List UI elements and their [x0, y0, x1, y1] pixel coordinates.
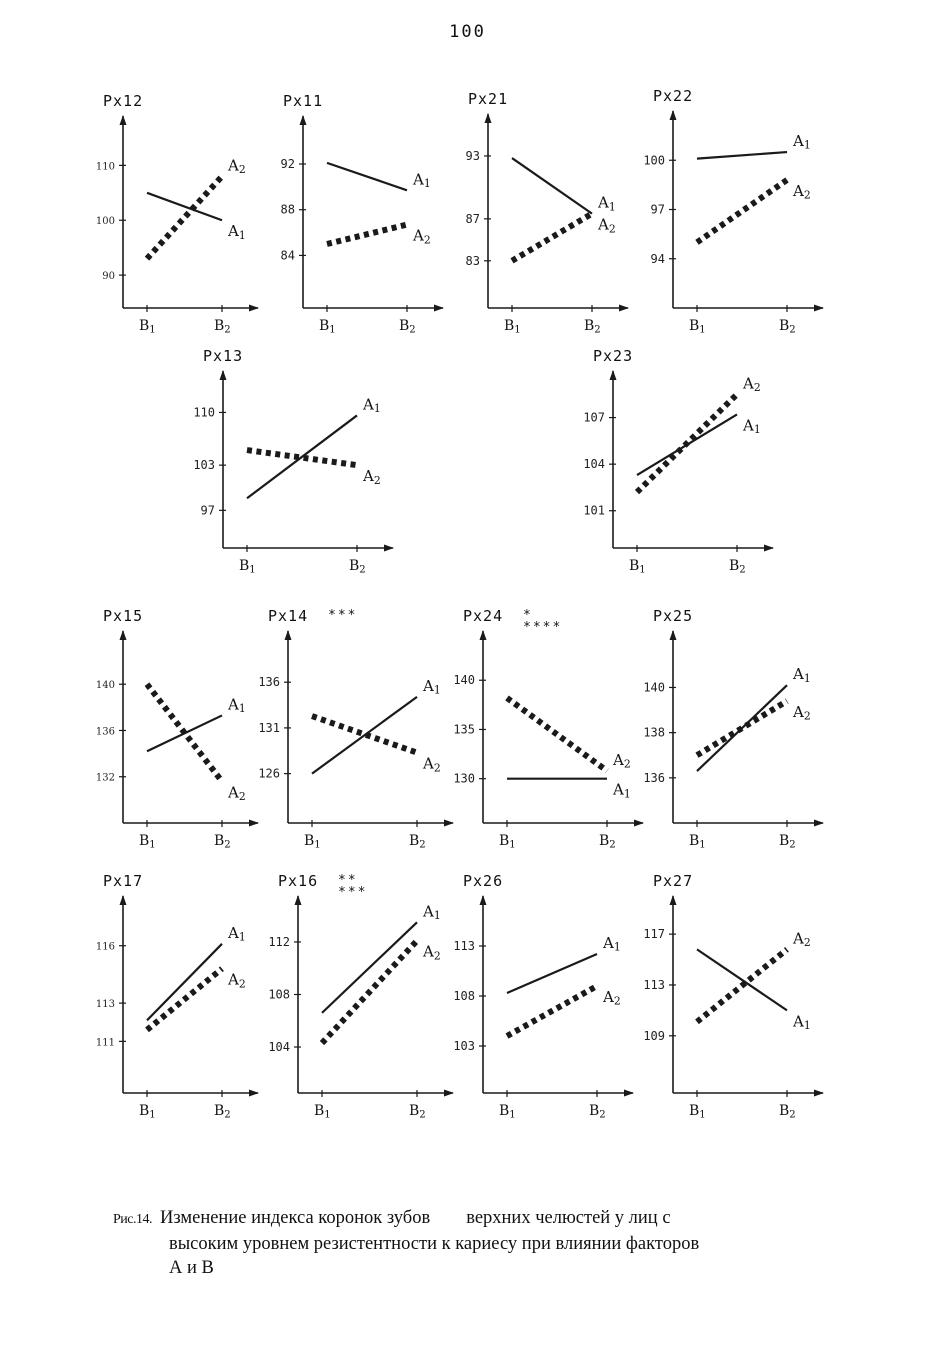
px17-x-tick-label-b1: B1 — [139, 1103, 156, 1121]
px15-title: Px15 — [103, 607, 144, 625]
chart-px27 — [645, 870, 835, 1135]
px13-y-arrow — [220, 370, 227, 380]
px13-y-tick-label: 97 — [200, 503, 215, 518]
px12-x-tick-label-b1: B1 — [139, 318, 156, 336]
px27-y-arrow — [670, 895, 677, 905]
px17-series-a2-line — [147, 969, 222, 1030]
px12-x-arrow — [249, 305, 259, 312]
px25-x-tick-label-b2: B2 — [779, 833, 796, 851]
px26-y-tick-label: 103 — [453, 1039, 475, 1053]
px17-y-tick-label: 116 — [95, 941, 115, 953]
caption-line3: А и В — [169, 1258, 214, 1278]
px26-x-tick-label-b1: B1 — [499, 1103, 516, 1121]
px27-y-tick-label: 117 — [643, 927, 665, 942]
px14-series-a1-line — [312, 697, 417, 774]
px21-x-tick-label-b2: B2 — [584, 318, 601, 336]
px27-x-tick-label-b2: B2 — [779, 1103, 796, 1121]
px13-label-a1: A1 — [363, 395, 381, 416]
px22-y-tick-label: 100 — [643, 153, 665, 168]
px22-label-a1: A1 — [793, 132, 811, 152]
px15-label-a1: A1 — [228, 695, 246, 716]
px12-series-a2-line — [147, 176, 222, 258]
chart-px12 — [95, 90, 270, 350]
px25-x-tick-label-b1: B1 — [689, 833, 706, 851]
px25-x-arrow — [814, 820, 824, 827]
px16-significance-mark: ** — [338, 873, 358, 888]
px16-y-tick-label: 104 — [268, 1040, 290, 1055]
px22-series-a1-line — [697, 152, 787, 159]
px23-y-tick-label: 101 — [583, 503, 605, 518]
caption-line1-b: верхних челюстей у лиц с — [466, 1208, 671, 1228]
px24-label-a2: A2 — [613, 750, 631, 771]
px14-label-a2: A2 — [423, 754, 441, 775]
px14-x-tick-label-b2: B2 — [409, 833, 426, 851]
px23-series-a2-line — [637, 394, 737, 492]
px24-y-arrow — [480, 630, 487, 640]
px14-significance-mark: *** — [328, 608, 358, 623]
px16-label-a2: A2 — [423, 942, 441, 963]
px17-x-arrow — [249, 1090, 259, 1097]
px15-x-arrow — [249, 820, 259, 827]
px21-label-a1: A1 — [598, 193, 616, 214]
px26-series-a2-line — [507, 986, 597, 1036]
px12-y-arrow — [120, 115, 127, 125]
chart-px11 — [275, 90, 455, 350]
px26-x-arrow — [624, 1090, 634, 1097]
px24-series-a2-line — [507, 698, 607, 771]
px13-x-arrow — [384, 545, 394, 552]
px24-title: Px24 — [463, 607, 504, 625]
px26-label-a2: A2 — [603, 988, 621, 1008]
px22-x-arrow — [814, 305, 824, 312]
px25-y-tick-label: 140 — [643, 680, 665, 695]
px25-label-a2: A2 — [793, 703, 811, 723]
px27-label-a1: A1 — [793, 1012, 811, 1033]
px13-label-a2: A2 — [363, 467, 381, 487]
px12-series-a1-line — [147, 193, 222, 220]
px24-significance-mark: **** — [523, 620, 563, 635]
px25-y-arrow — [670, 630, 677, 640]
px24-significance-mark: * — [523, 608, 533, 623]
px25-title: Px25 — [653, 607, 694, 625]
px14-y-tick-label: 136 — [258, 675, 280, 690]
caption-line2: высоким уровнем резистентности к кариесу при влиянии факторов — [169, 1234, 700, 1254]
px26-x-tick-label-b2: B2 — [589, 1103, 606, 1121]
px11-title: Px11 — [283, 92, 324, 110]
px17-series-a1-line — [147, 944, 222, 1021]
px22-y-tick-label: 97 — [650, 202, 665, 217]
px26-y-tick-label: 113 — [453, 939, 475, 953]
px21-label-a2: A2 — [598, 215, 616, 236]
px15-y-tick-label: 132 — [95, 772, 115, 784]
px21-y-arrow — [485, 113, 492, 123]
px25-y-tick-label: 136 — [643, 770, 665, 785]
px17-y-arrow — [120, 895, 127, 905]
px26-y-tick-label: 108 — [453, 989, 475, 1003]
px12-title: Px12 — [103, 92, 144, 110]
px13-series-a1-line — [247, 415, 357, 498]
px11-label-a1: A1 — [413, 170, 431, 190]
px16-label-a1: A1 — [423, 902, 441, 922]
px27-series-a2-line — [697, 949, 787, 1021]
px11-series-a1-line — [327, 163, 407, 190]
px21-series-a1-line — [512, 158, 592, 214]
px21-title: Px21 — [468, 90, 509, 108]
px24-x-arrow — [634, 820, 644, 827]
px27-title: Px27 — [653, 872, 694, 890]
caption-label: Рис.14. — [113, 1212, 152, 1227]
px16-y-tick-label: 108 — [268, 987, 290, 1002]
px11-label-a2: A2 — [413, 226, 431, 247]
px14-y-tick-label: 131 — [258, 720, 280, 735]
px12-y-tick-label: 110 — [95, 161, 115, 173]
px24-label-a1: A1 — [613, 780, 631, 801]
px27-x-arrow — [814, 1090, 824, 1097]
px12-label-a2: A2 — [228, 156, 246, 177]
px11-y-arrow — [300, 115, 307, 125]
px22-x-tick-label-b2: B2 — [779, 318, 796, 336]
px13-title: Px13 — [203, 347, 244, 365]
px17-label-a1: A1 — [228, 923, 246, 944]
px17-x-tick-label-b2: B2 — [214, 1103, 231, 1121]
px16-y-tick-label: 112 — [268, 934, 290, 949]
px24-y-tick-label: 140 — [453, 673, 475, 688]
px16-x-tick-label-b1: B1 — [314, 1103, 331, 1121]
px14-title: Px14 — [268, 607, 309, 625]
px22-x-tick-label-b1: B1 — [689, 318, 706, 336]
chart-px21 — [460, 88, 640, 350]
px11-y-tick-label: 88 — [280, 202, 295, 217]
px22-y-tick-label: 94 — [650, 251, 665, 266]
px27-y-tick-label: 109 — [643, 1028, 665, 1043]
px14-y-arrow — [285, 630, 292, 640]
chart-px24 — [455, 605, 655, 865]
px22-y-arrow — [670, 110, 677, 120]
px17-y-tick-label: 111 — [95, 1037, 115, 1049]
px13-x-tick-label-b1: B1 — [239, 558, 256, 576]
px27-y-tick-label: 113 — [643, 977, 665, 992]
px11-series-a2-line — [327, 225, 407, 244]
px25-y-tick-label: 138 — [643, 725, 665, 740]
chart-px25 — [645, 605, 835, 865]
px14-label-a1: A1 — [423, 676, 441, 697]
chart-px23 — [585, 345, 785, 590]
chart-px14 — [260, 605, 465, 865]
px21-x-arrow — [619, 305, 629, 312]
chart-px15 — [95, 605, 270, 865]
px15-series-a2-line — [147, 684, 222, 781]
px25-label-a1: A1 — [793, 665, 811, 685]
px11-x-tick-label-b2: B2 — [399, 318, 416, 336]
px15-y-tick-label: 136 — [95, 726, 115, 738]
px21-y-tick-label: 93 — [465, 148, 480, 163]
px26-y-arrow — [480, 895, 487, 905]
px12-y-tick-label: 90 — [102, 271, 115, 283]
px21-x-tick-label-b1: B1 — [504, 318, 521, 336]
px16-series-a1-line — [322, 922, 417, 1013]
px23-x-arrow — [764, 545, 774, 552]
px27-label-a2: A2 — [793, 929, 811, 950]
px22-title: Px22 — [653, 87, 694, 105]
px17-y-tick-label: 113 — [95, 999, 115, 1011]
px12-label-a1: A1 — [228, 222, 246, 242]
px11-x-arrow — [434, 305, 444, 312]
px17-title: Px17 — [103, 872, 144, 890]
px16-x-arrow — [444, 1090, 454, 1097]
px22-series-a2-line — [697, 180, 787, 242]
chart-px22 — [645, 85, 835, 350]
px23-label-a1: A1 — [743, 416, 761, 437]
px17-label-a2: A2 — [228, 970, 246, 991]
px24-y-tick-label: 130 — [453, 771, 475, 786]
px16-title: Px16 — [278, 872, 319, 890]
figure-caption — [113, 1206, 853, 1280]
px13-y-tick-label: 110 — [193, 405, 215, 420]
px22-label-a2: A2 — [793, 181, 811, 202]
px13-y-tick-label: 103 — [193, 458, 215, 473]
px11-x-tick-label-b1: B1 — [319, 318, 336, 336]
px21-series-a2-line — [512, 214, 592, 261]
px26-series-a1-line — [507, 954, 597, 993]
px23-y-arrow — [610, 370, 617, 380]
chart-px26 — [455, 870, 645, 1135]
px23-y-tick-label: 107 — [583, 410, 605, 425]
px12-x-tick-label-b2: B2 — [214, 318, 231, 336]
px23-x-tick-label-b2: B2 — [729, 558, 746, 576]
px11-y-tick-label: 92 — [280, 157, 295, 171]
px21-y-tick-label: 83 — [465, 253, 480, 268]
chart-px13 — [195, 345, 405, 590]
px16-x-tick-label-b2: B2 — [409, 1103, 426, 1121]
px24-y-tick-label: 135 — [453, 722, 475, 737]
px26-title: Px26 — [463, 872, 504, 890]
px21-y-tick-label: 87 — [465, 211, 480, 226]
px24-x-tick-label-b1: B1 — [499, 833, 516, 851]
px15-label-a2: A2 — [228, 783, 246, 804]
px25-series-a1-line — [697, 685, 787, 771]
px13-x-tick-label-b2: B2 — [349, 558, 366, 576]
px15-x-tick-label-b2: B2 — [214, 833, 231, 851]
px14-x-arrow — [444, 820, 454, 827]
chart-px16 — [270, 870, 465, 1135]
px12-y-tick-label: 100 — [95, 216, 115, 228]
px23-label-a2: A2 — [743, 374, 761, 394]
chart-px17 — [95, 870, 270, 1135]
px15-y-arrow — [120, 630, 127, 640]
px11-y-tick-label: 84 — [280, 248, 295, 263]
px14-y-tick-label: 126 — [258, 766, 280, 781]
px27-x-tick-label-b1: B1 — [689, 1103, 706, 1121]
px23-title: Px23 — [593, 347, 634, 365]
px26-label-a1: A1 — [603, 934, 621, 954]
page-number: 100 — [449, 22, 486, 42]
px23-y-tick-label: 104 — [583, 457, 605, 472]
px15-x-tick-label-b1: B1 — [139, 833, 156, 851]
px16-series-a2-line — [322, 941, 417, 1043]
px23-x-tick-label-b1: B1 — [629, 558, 646, 576]
px16-y-arrow — [295, 895, 302, 905]
caption-line1-a: Изменение индекса коронок зубов — [160, 1208, 431, 1228]
px24-x-tick-label-b2: B2 — [599, 833, 616, 851]
px16-significance-mark: *** — [338, 885, 368, 900]
px14-x-tick-label-b1: B1 — [304, 833, 321, 851]
px15-y-tick-label: 140 — [95, 680, 115, 692]
